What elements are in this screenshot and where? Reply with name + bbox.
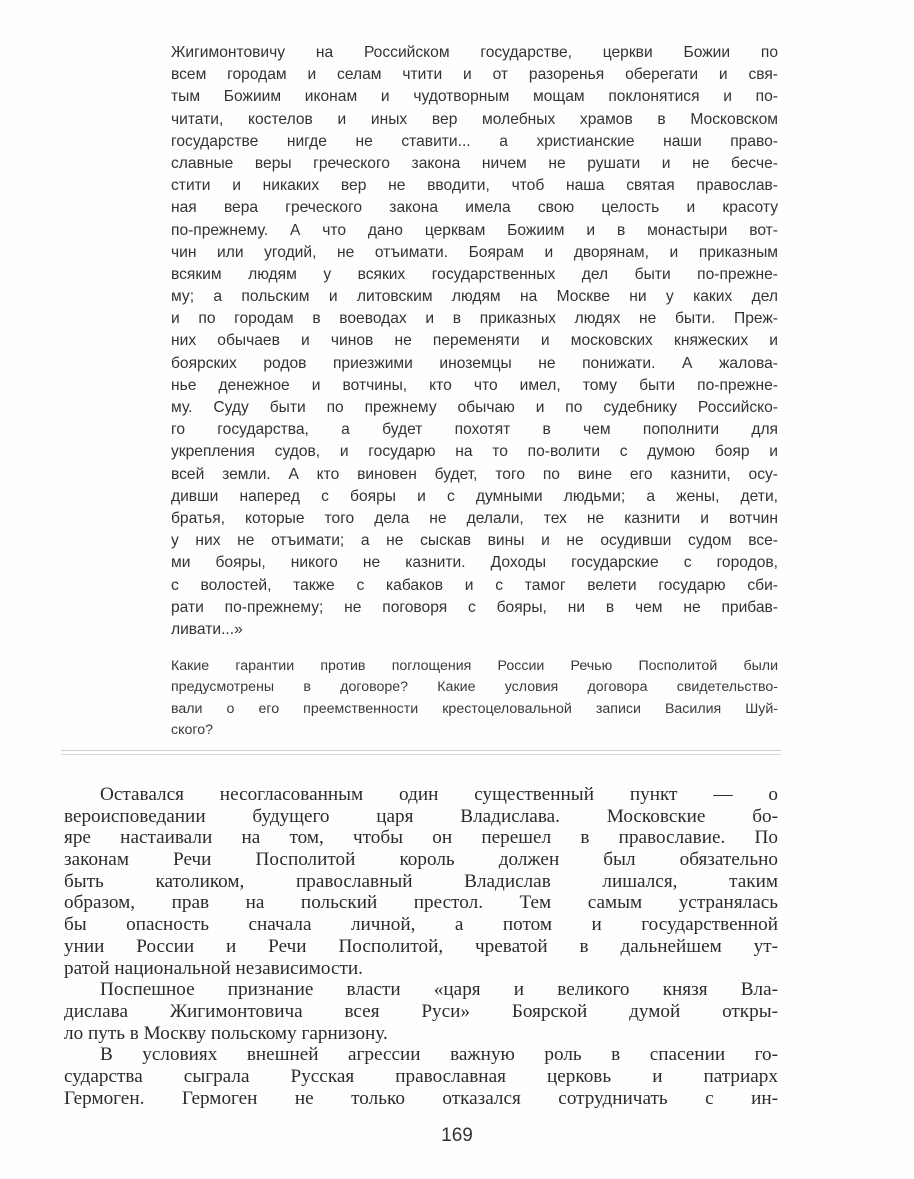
body-line: бы опасность сначала личной, а потом и государственной (64, 914, 778, 936)
quote-line: ми бояры, никого не казнити. Доходы государские с городов, (171, 554, 778, 572)
paragraph (64, 1044, 778, 1109)
quote-line: го государства, а будет похотят в чем пополнити для (171, 421, 778, 439)
document-quote-block (171, 42, 778, 641)
quote-line: и по городам в воеводах и в приказных людях не быти. Преж- (171, 310, 778, 328)
body-line: яре настаивали на том, чтобы он перешел в православие. По (64, 827, 778, 849)
quote-line: ная вера греческого закона имела свою целость и красоту (171, 199, 778, 217)
quote-line: му; а польским и литовским людям на Москве ни у каких дел (171, 288, 778, 306)
quote-line: государстве нигде не ставити... а христианские наши право- (171, 132, 778, 150)
quote-line: по-прежнему. А что дано церквам Божиим и в монастыри вот- (171, 221, 778, 239)
quote-line: всей земли. А кто виновен будет, того по вине его казнити, осу- (171, 465, 778, 483)
quote-line: Жигимонтовичу на Российском государстве, церкви Божии по (171, 44, 778, 61)
body-line: дислава Жигимонтовича всея Руси» Боярской думой откры- (64, 1000, 778, 1022)
review-question (171, 656, 778, 741)
question-line: Какие гарантии против поглощения России Речью Посполитой были (171, 658, 778, 674)
quote-line: му. Суду быти по прежнему обычаю и по судебнику Российско- (171, 399, 778, 416)
section-divider (61, 750, 781, 755)
quote-line: нье денежное и вотчины, кто что имел, тому быти по-прежне- (171, 376, 778, 394)
body-line: законам Речи Посполитой король должен был обязательно (64, 849, 778, 871)
quote-line: рати по-прежнему; не поговоря с бояры, ни в чем не прибав- (171, 598, 778, 616)
paragraph (64, 979, 778, 1044)
body-line: Гермоген. Гермоген не только отказался сотрудничать с ин- (64, 1087, 778, 1109)
body-line: Оставался несогласованным один существенный пункт — о (100, 784, 778, 805)
quote-line: чин или угодий, не отъимати. Боярам и дворянам, и приказным (171, 243, 778, 261)
page-number: 169 (441, 1125, 473, 1146)
body-line: вероисповедании будущего царя Владислава. Московские бо- (64, 805, 778, 827)
quote-line: всяким людям у всяких государственных дел быти по-прежне- (171, 265, 778, 283)
body-line: сударства сыграла Русская православная церковь и патриарх (64, 1065, 778, 1087)
main-text (64, 784, 778, 1109)
question-line: вали о его преемственности крестоцеловальной записи Василия Шуй- (171, 700, 778, 717)
body-line: Поспешное признание власти «царя и великого князя Вла- (100, 979, 778, 1001)
quote-line: читати, костелов и иных вер молебных храмов в Московском (171, 110, 778, 128)
body-line: В условиях внешней агрессии важную роль в спасении го- (100, 1044, 778, 1066)
question-line: ского? (171, 721, 213, 738)
quote-line: братья, которые того дела не делали, тех не казнити и вотчин (171, 509, 778, 527)
quote-line: всем городам и селам чтити и от разоренья оберегати и свя- (171, 66, 778, 84)
quote-line: боярских родов приезжими иноземцы не понижати. А жалова- (171, 354, 778, 372)
quote-line: дивши наперед с бояры и с думными людьми; а жены, дети, (171, 487, 778, 505)
quote-line: укрепления судов, и государю на то по-волити с думою бояр и (171, 443, 778, 461)
quote-line: стити и никаких вер не вводити, чтоб наша святая православ- (171, 177, 778, 195)
quote-line: них обычаев и чинов не переменяти и московских княжеских и (171, 332, 778, 350)
quote-line: ливати...» (171, 620, 243, 638)
body-line: ло путь в Москву польскому гарнизону. (64, 1022, 388, 1044)
quote-line: тым Божиим иконам и чудотворным мощам поклонятися и по- (171, 88, 778, 106)
paragraph (64, 784, 778, 979)
body-line: образом, прав на польский престол. Тем самым устранялась (64, 892, 778, 914)
quote-line: у них не отъимати; а не сыскав вины и не осудивши судом все- (171, 532, 778, 550)
body-line: быть католиком, православный Владислав лишался, таким (64, 870, 778, 892)
quote-line: славные веры греческого закона ничем не рушати и не бесче- (171, 154, 778, 172)
body-line: ратой национальной независимости. (64, 957, 363, 979)
quote-line: с волостей, также с кабаков и с тамог велети государю сби- (171, 576, 778, 594)
body-line: унии России и Речи Посполитой, чреватой в дальнейшем ут- (64, 935, 778, 957)
question-line: предусмотрены в договоре? Какие условия договора свидетельство- (171, 679, 778, 696)
